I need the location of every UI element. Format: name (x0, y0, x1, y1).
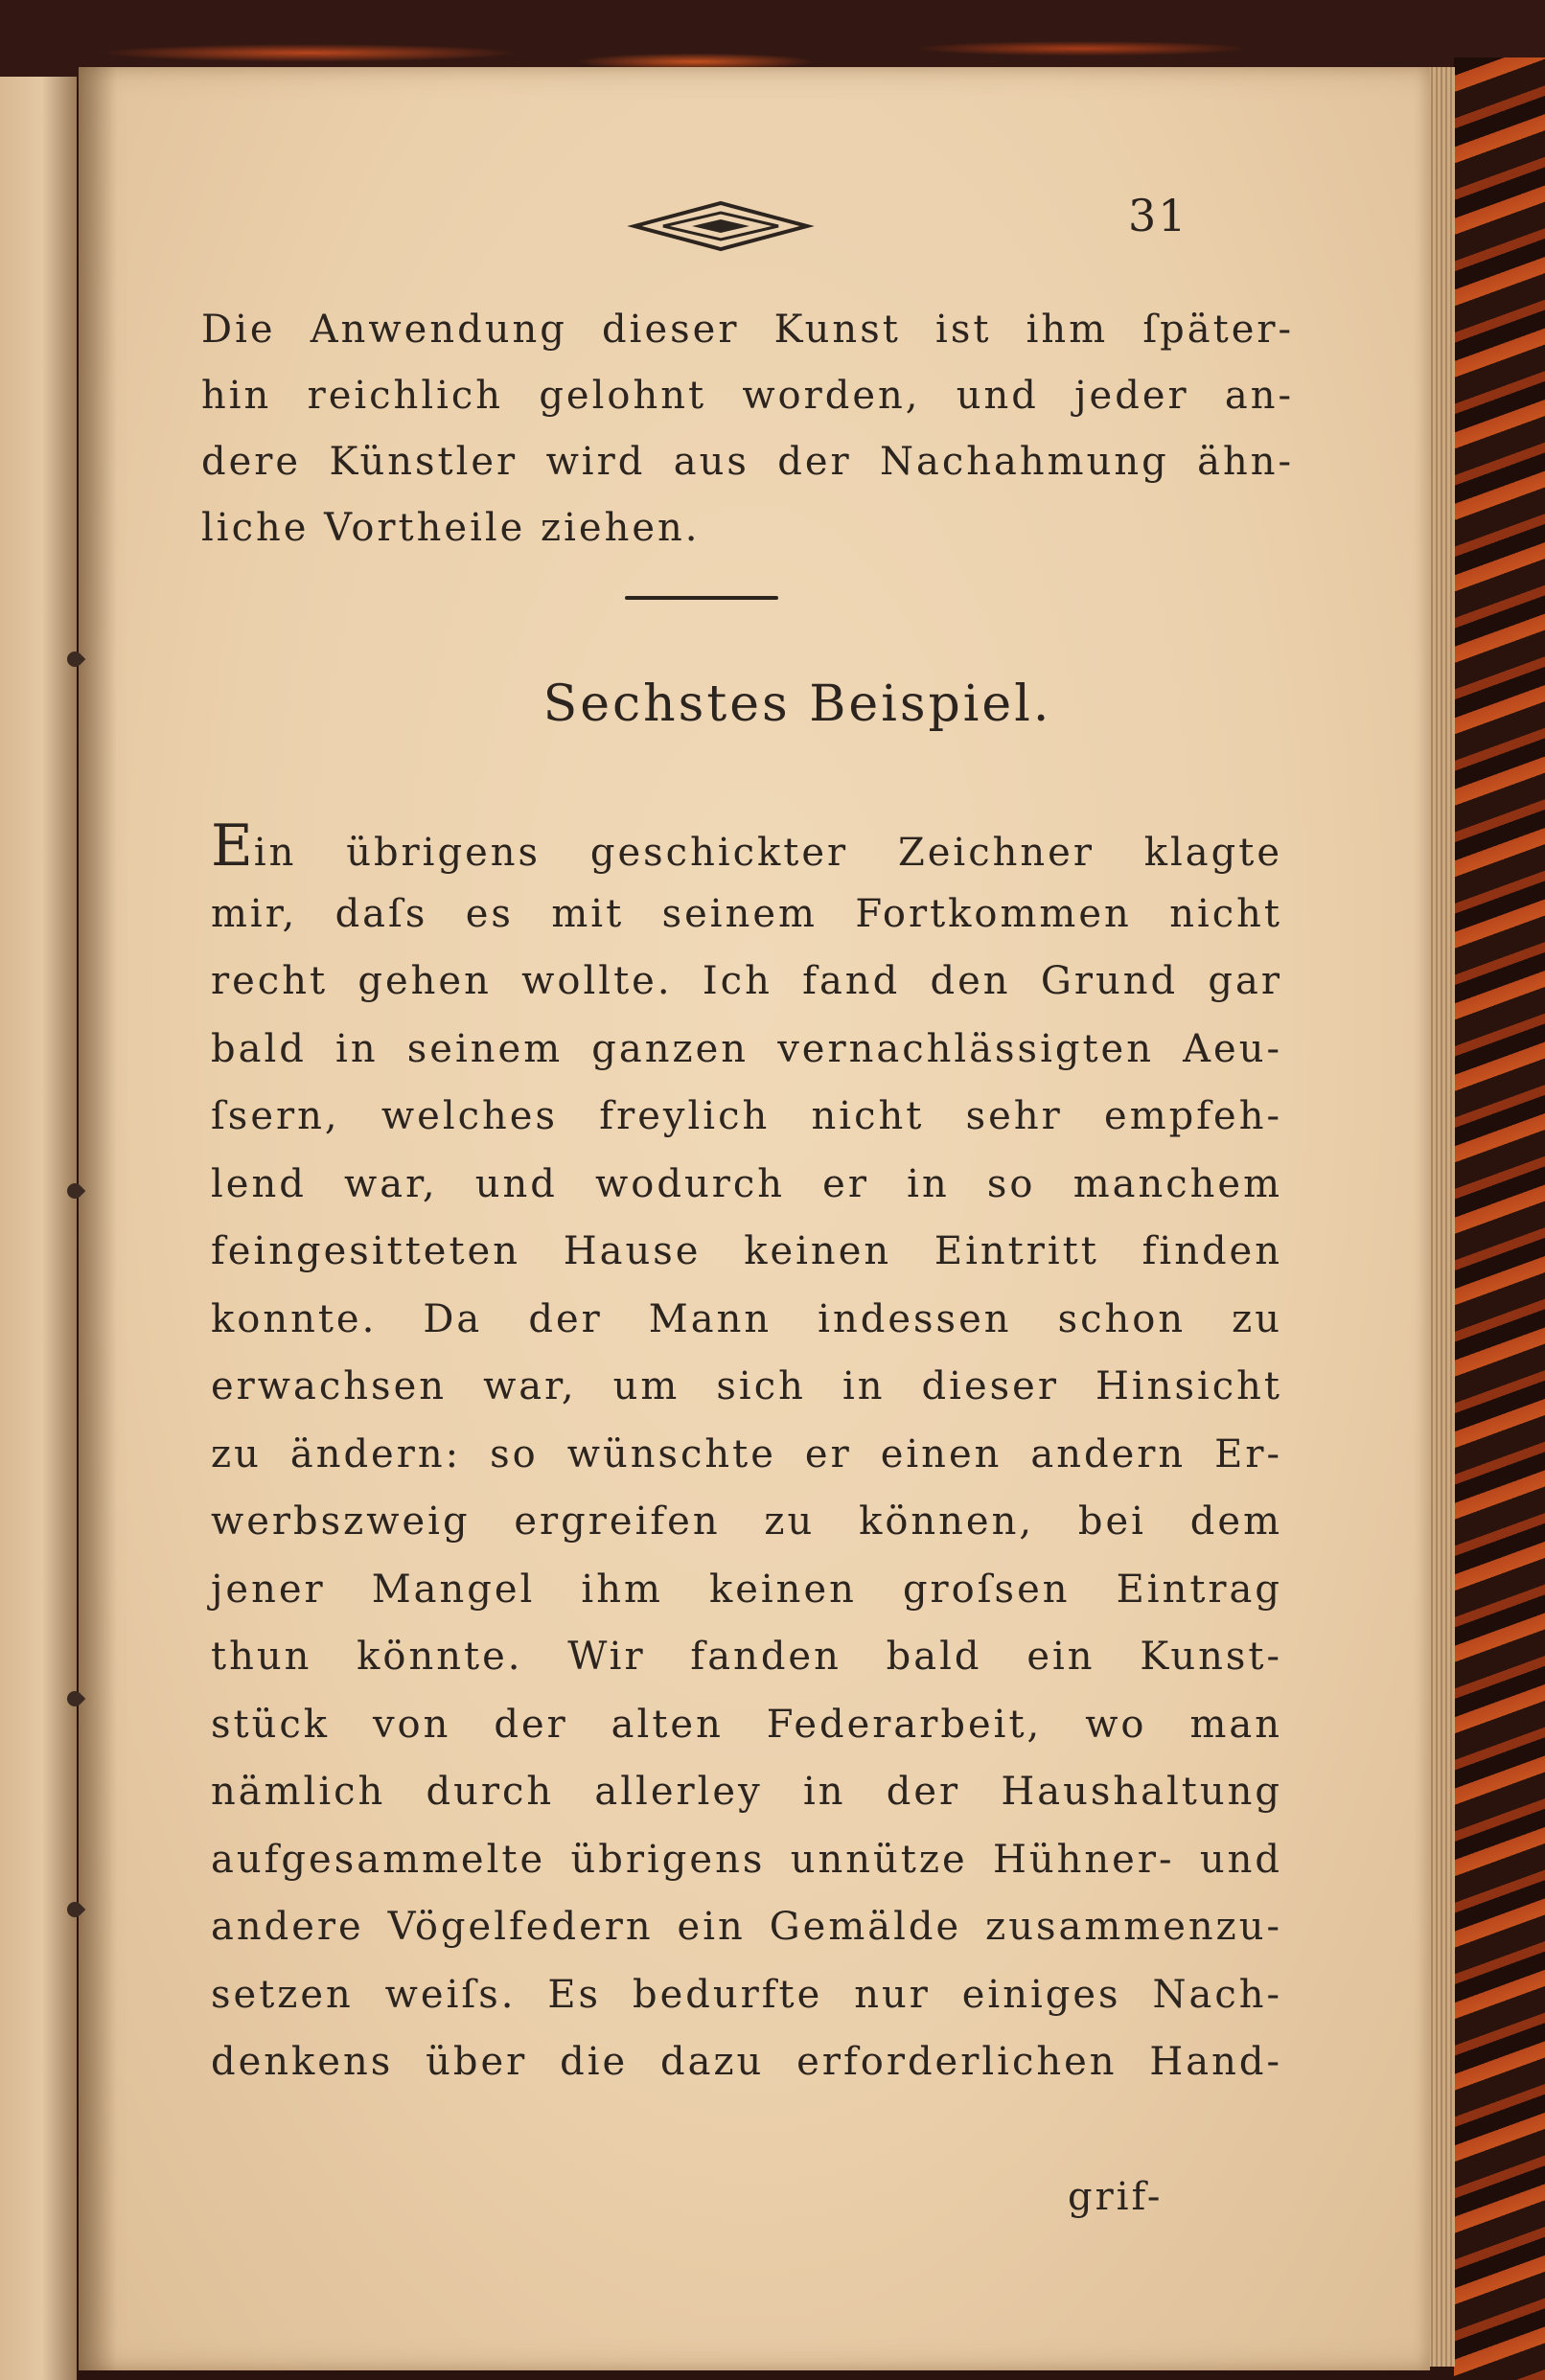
text-line: denkens über die dazu erforderlichen Hand- (211, 2040, 1282, 2084)
text-line: liche Vortheile ziehen. (201, 506, 701, 550)
diamond-ornament-icon (625, 199, 817, 253)
text-line: setzen weiſs. Es bedurfte nur einiges Nach- (211, 1972, 1282, 2017)
text-line: erwachsen war, um sich in dieser Hinsicht (211, 1364, 1282, 1408)
text-line: werbszweig ergreifen zu können, bei dem (211, 1499, 1282, 1544)
page-number: 31 (1128, 190, 1188, 241)
text-line: Die Anwendung dieser Kunst ist ihm ſpäter- (201, 308, 1294, 352)
catchword: grif- (1068, 2175, 1164, 2219)
text-line-first (211, 812, 1282, 881)
text-line: konnte. Da der Mann indessen schon zu (211, 1296, 1282, 1341)
section-heading: Sechstes Beispiel. (542, 675, 1052, 733)
gutter-shadow (79, 67, 117, 2370)
text-line: stück von der alten Federarbeit, wo man (211, 1702, 1282, 1747)
text-line: ſsern, welches freylich nicht sehr empfeh- (211, 1094, 1282, 1138)
text-line: andere Vögelfedern ein Gemälde zusammenzu- (211, 1905, 1282, 1949)
book-page (79, 67, 1430, 2370)
text-line: jener Mangel ihm keinen groſsen Eintrag (211, 1567, 1282, 1612)
text-line: mir, daſs es mit seinem Fortkommen nicht (211, 891, 1282, 936)
text-line: zu ändern: so wünschte er einen andern Er- (211, 1431, 1282, 1476)
text-line: dere Künstler wird aus der Nachahmung ähn- (201, 440, 1294, 484)
text-line: recht gehen wollte. Ich fand den Grund gar (211, 959, 1282, 1003)
text-line: feingesitteten Hause keinen Eintritt finden (211, 1229, 1282, 1273)
text-line: lend war, und wodurch er in so manchem (211, 1161, 1282, 1206)
initial-letter: E (211, 812, 254, 880)
previous-page-edge (0, 77, 77, 2380)
text-line: in übrigens geschickter Zeichner klagte (253, 831, 1282, 875)
marbled-cover-edge (1454, 57, 1545, 2380)
text-line: aufgesammelte übrigens unnütze Hühner- und (211, 1837, 1282, 1882)
text-line: hin reichlich gelohnt worden, und jeder an- (201, 374, 1294, 418)
section-divider (625, 596, 778, 600)
paragraph-main (211, 812, 1282, 2096)
text-line: thun könnte. Wir fanden bald ein Kunst- (211, 1635, 1282, 1679)
text-line: bald in seinem ganzen vernachlässigten Aeu- (211, 1026, 1282, 1071)
text-line: nämlich durch allerley in der Haushaltung (211, 1770, 1282, 1814)
paragraph-continued (201, 297, 1294, 561)
